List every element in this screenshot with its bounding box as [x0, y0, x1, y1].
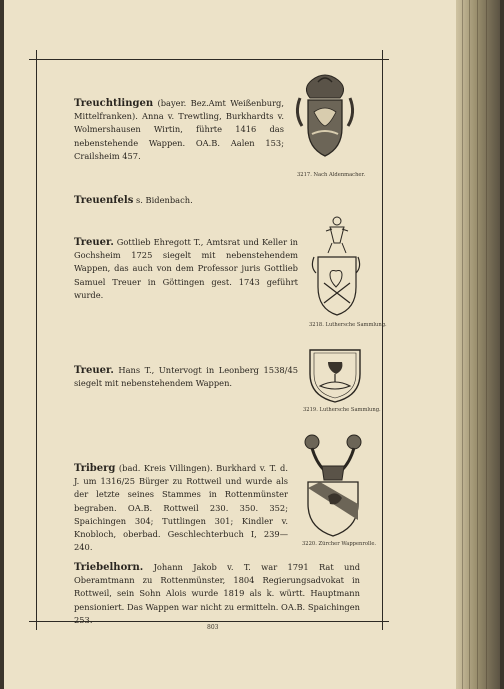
frame-left	[36, 50, 37, 630]
page-edges	[456, 0, 500, 689]
entry-head: Treuenfels	[74, 195, 134, 206]
entry-treuenfels	[74, 194, 284, 207]
frame-right	[382, 50, 383, 630]
entry-treuer-hans	[74, 364, 298, 390]
entry-head: Treuer.	[74, 365, 114, 376]
entry-triebelhorn	[74, 561, 360, 627]
entry-text: s. Bidenbach.	[133, 195, 193, 205]
coat-of-arms-3218-icon	[306, 213, 366, 319]
entry-triberg	[74, 462, 288, 554]
entry-head: Treuer.	[74, 237, 114, 248]
entry-treuer-gottlieb	[74, 236, 298, 302]
entry-head: Treuchtlingen	[74, 98, 154, 109]
coat-of-arms-3217-icon	[290, 68, 360, 168]
entry-text: Gottlieb Ehregott T., Amtsrat und Keller in Gochsheim 1725 siegelt mit nebenstehendem Wappen, das auch von dem Professor juris Gottlieb Samuel Treuer in Göttingen gest. 1743 geführt wurde.	[74, 237, 298, 300]
coat-of-arms-3219-icon	[306, 348, 364, 404]
entry-head: Triebelhorn.	[74, 562, 144, 573]
entry-text: Johann Jakob v. T. war 1791 Rat und Oberamtmann zu Rottenmünster, 1804 Regierungsadvokat in Rottweil, sein Sohn Alois wurde 1819 als k. württ. Hauptmann pensioniert. Das Wappen war nicht zu ermitteln. OA.B. Spaichingen 253.	[74, 562, 360, 625]
caption-3220: 3220. Zürcher Wappenrolle.	[302, 541, 377, 547]
entry-head: Triberg	[74, 463, 116, 474]
page-number: 803	[207, 624, 219, 631]
frame-top	[29, 59, 389, 60]
coat-of-arms-3220-icon	[298, 432, 368, 538]
caption-3218: 3218. Luthersche Sammlung.	[309, 322, 387, 328]
entry-text: (bad. Kreis Villingen). Burkhard v. T. d. J. um 1316/25 Bürger zu Rottweil und wurde als der letzte seines Stammes in Rottenmünster begraben. OA.B. Rottweil 230. 350. 352; Spaichingen 304; Tuttlingen 301; Kindler v. Knobloch, oberbad. Geschlechterbuch I, 239—240.	[74, 463, 288, 553]
entry-treuchtlingen	[74, 97, 284, 163]
caption-3219: 3219. Luthersche Sammlung.	[303, 407, 381, 413]
entry-text: (bayer. Bez.Amt Weißenburg, Mittelfranken). Anna v. Trewtling, Burkhardts v. Wolmershausen Wirtin, führte 1416 das nebenstehende Wappen. OA.B. Aalen 153; Crailsheim 457.	[74, 98, 284, 161]
caption-3217: 3217. Nach Aldenmacher.	[297, 172, 366, 178]
entry-text: Hans T., Untervogt in Leonberg 1538/45 siegelt mit nebenstehendem Wappen.	[74, 365, 298, 389]
